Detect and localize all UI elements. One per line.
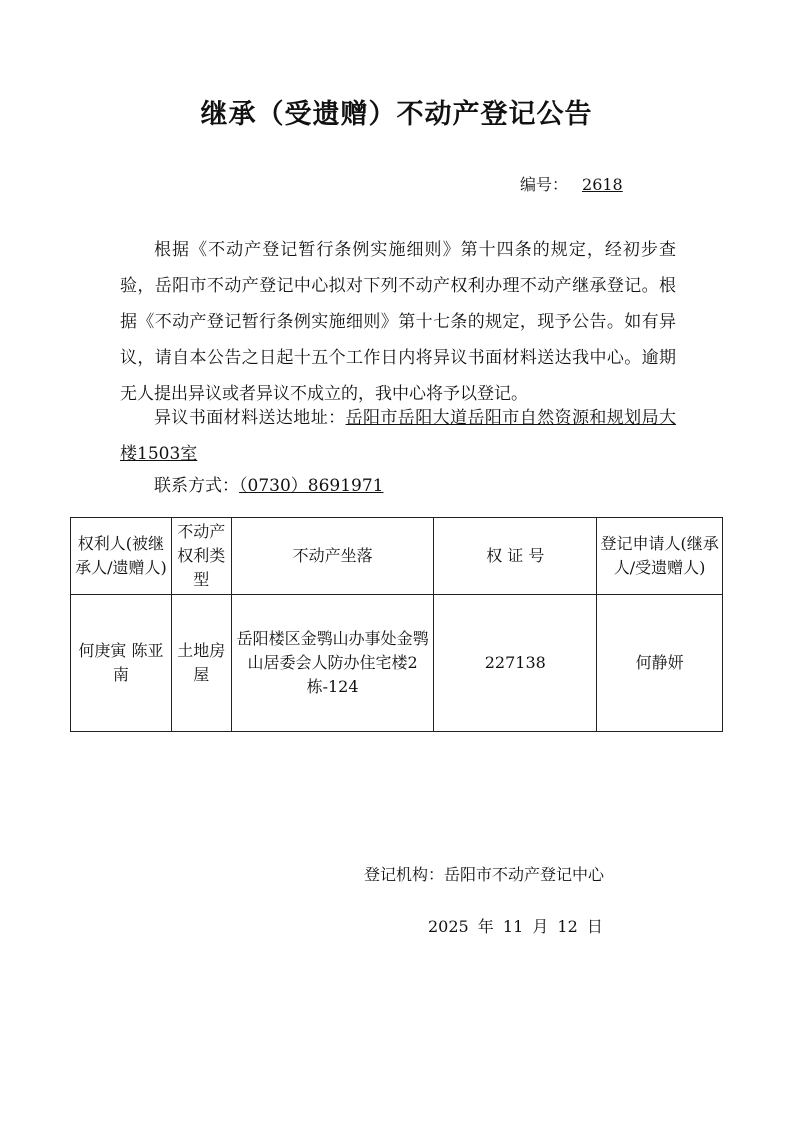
page-title: 继承（受遗赠）不动产登记公告 — [200, 99, 593, 130]
announcement-date: 2025 年 11 月 12 日 — [428, 917, 603, 936]
cell-holder: 何庚寅 陈亚南 — [71, 595, 172, 732]
contact-label: 联系方式： — [154, 476, 239, 496]
cell-type: 土地房屋 — [171, 595, 231, 732]
address-label: 异议书面材料送达地址： — [154, 408, 346, 428]
header-holder: 权利人(被继承人/遗赠人) — [71, 518, 172, 595]
table-row — [71, 595, 723, 732]
contact-value: （0730）8691971 — [239, 476, 384, 496]
document-number — [520, 172, 623, 195]
cell-applicant: 何静妍 — [597, 595, 723, 732]
number-label: 编号： — [520, 175, 569, 194]
objection-address — [120, 400, 676, 472]
announcement-paragraph: 根据《不动产登记暂行条例实施细则》第十四条的规定，经初步查验，岳阳市不动产登记中心拟对下列不动产权利办理不动产继承登记。根据《不动产登记暂行条例实施细则》第十七条的规定，现予公告。如有异议，请自本公告之日起十五个工作日内将异议书面材料送达我中心。逾期无人提出异议或者异议不成立的，我中心将予以登记。 — [120, 240, 676, 404]
table-header-row — [71, 518, 723, 595]
header-applicant: 登记申请人(继承人/受遗赠人) — [597, 518, 723, 595]
header-type: 不动产权利类型 — [171, 518, 231, 595]
address-value: 岳阳市岳阳大道岳阳市自然资源和规划局大楼1503室 — [120, 408, 677, 464]
header-cert: 权 证 号 — [434, 518, 597, 595]
header-location: 不动产坐落 — [231, 518, 434, 595]
property-table — [70, 517, 723, 732]
cell-location: 岳阳楼区金鹗山办事处金鹗山居委会人防办住宅楼2栋-124 — [231, 595, 434, 732]
contact-info — [120, 468, 676, 504]
cell-cert: 227138 — [434, 595, 597, 732]
registration-org: 登记机构：岳阳市不动产登记中心 — [364, 865, 605, 884]
number-value: 2618 — [582, 175, 623, 194]
